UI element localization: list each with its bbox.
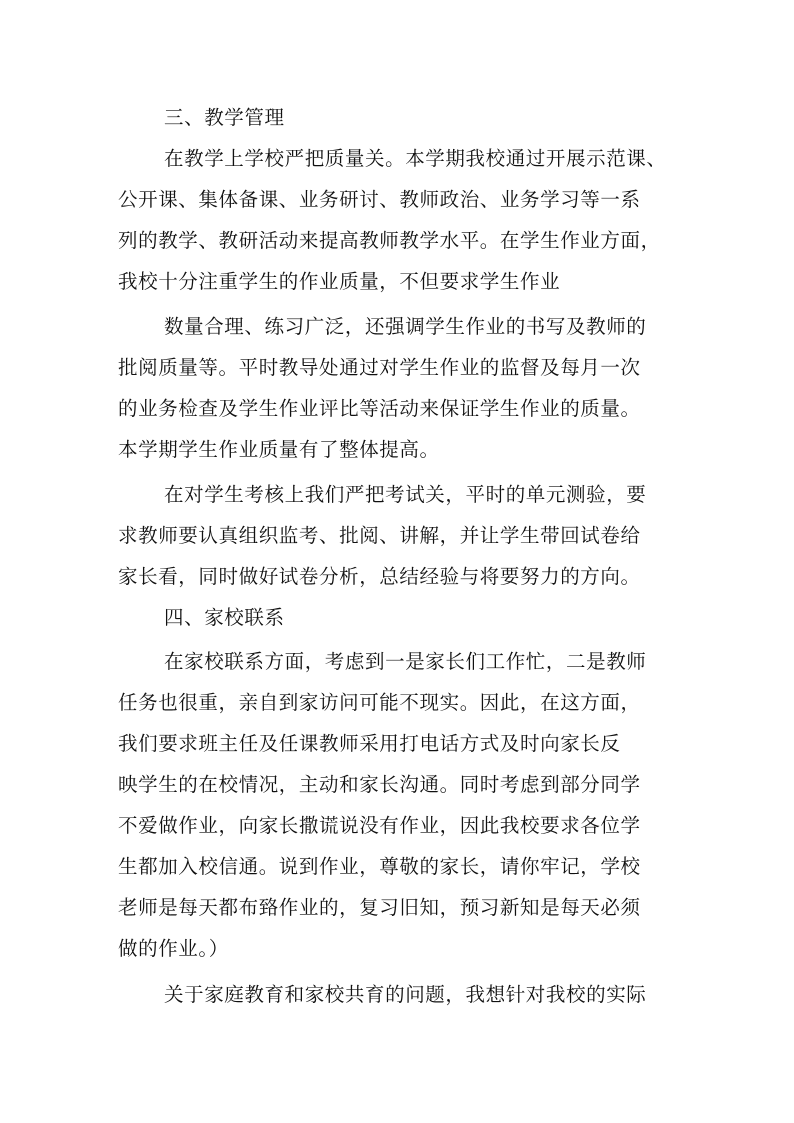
paragraph-line: 数量合理、练习广泛，还强调学生作业的书写及教师的 — [164, 315, 647, 338]
paragraph-line: 在教学上学校严把质量关。本学期我校通过开展示范课、 — [164, 147, 667, 170]
paragraph-line: 我校十分注重学生的作业质量，不但要求学生作业 — [118, 270, 561, 293]
paragraph-line: 列的教学、教研活动来提高教师教学水平。在学生作业方面， — [118, 229, 661, 252]
paragraph-line: 生都加入校信通。说到作业，尊敬的家长，请你牢记，学校 — [118, 855, 641, 878]
paragraph-line: 在对学生考核上我们严把考试关，平时的单元测验，要 — [164, 483, 647, 506]
paragraph-line: 做的作业。） — [118, 937, 229, 960]
paragraph-line: 批阅质量等。平时教导处通过对学生作业的监督及每月一次 — [118, 356, 641, 379]
paragraph-line: 家长看，同时做好试卷分析，总结经验与将要努力的方向。 — [118, 565, 641, 588]
paragraph-line: 我们要求班主任及任课教师采用打电话方式及时向家长反 — [118, 732, 621, 755]
paragraph-line: 不爱做作业，向家长撒谎说没有作业，因此我校要求各位学 — [118, 814, 641, 837]
paragraph-line: 本学期学生作业质量有了整体提高。 — [118, 438, 440, 461]
paragraph-line: 映学生的在校情况，主动和家长沟通。同时考虑到部分同学 — [118, 773, 641, 796]
section-heading-teaching-management: 三、教学管理 — [164, 106, 285, 129]
paragraph-line: 在家校联系方面，考虑到一是家长们工作忙，二是教师 — [164, 650, 647, 673]
paragraph-line: 公开课、集体备课、业务研讨、教师政治、业务学习等一系 — [118, 188, 641, 211]
paragraph-line: 任务也很重，亲自到家访问可能不现实。因此，在这方面， — [118, 691, 641, 714]
paragraph-line: 关于家庭教育和家校共育的问题，我想针对我校的实际 — [164, 983, 647, 1006]
section-heading-home-school-contact: 四、家校联系 — [164, 606, 285, 629]
paragraph-line: 老师是每天都布臵作业的，复习旧知，预习新知是每天必须 — [118, 896, 641, 919]
paragraph-line: 求教师要认真组织监考、批阅、讲解，并让学生带回试卷给 — [118, 524, 641, 547]
paragraph-line: 的业务检查及学生作业评比等活动来保证学生作业的质量。 — [118, 397, 641, 420]
